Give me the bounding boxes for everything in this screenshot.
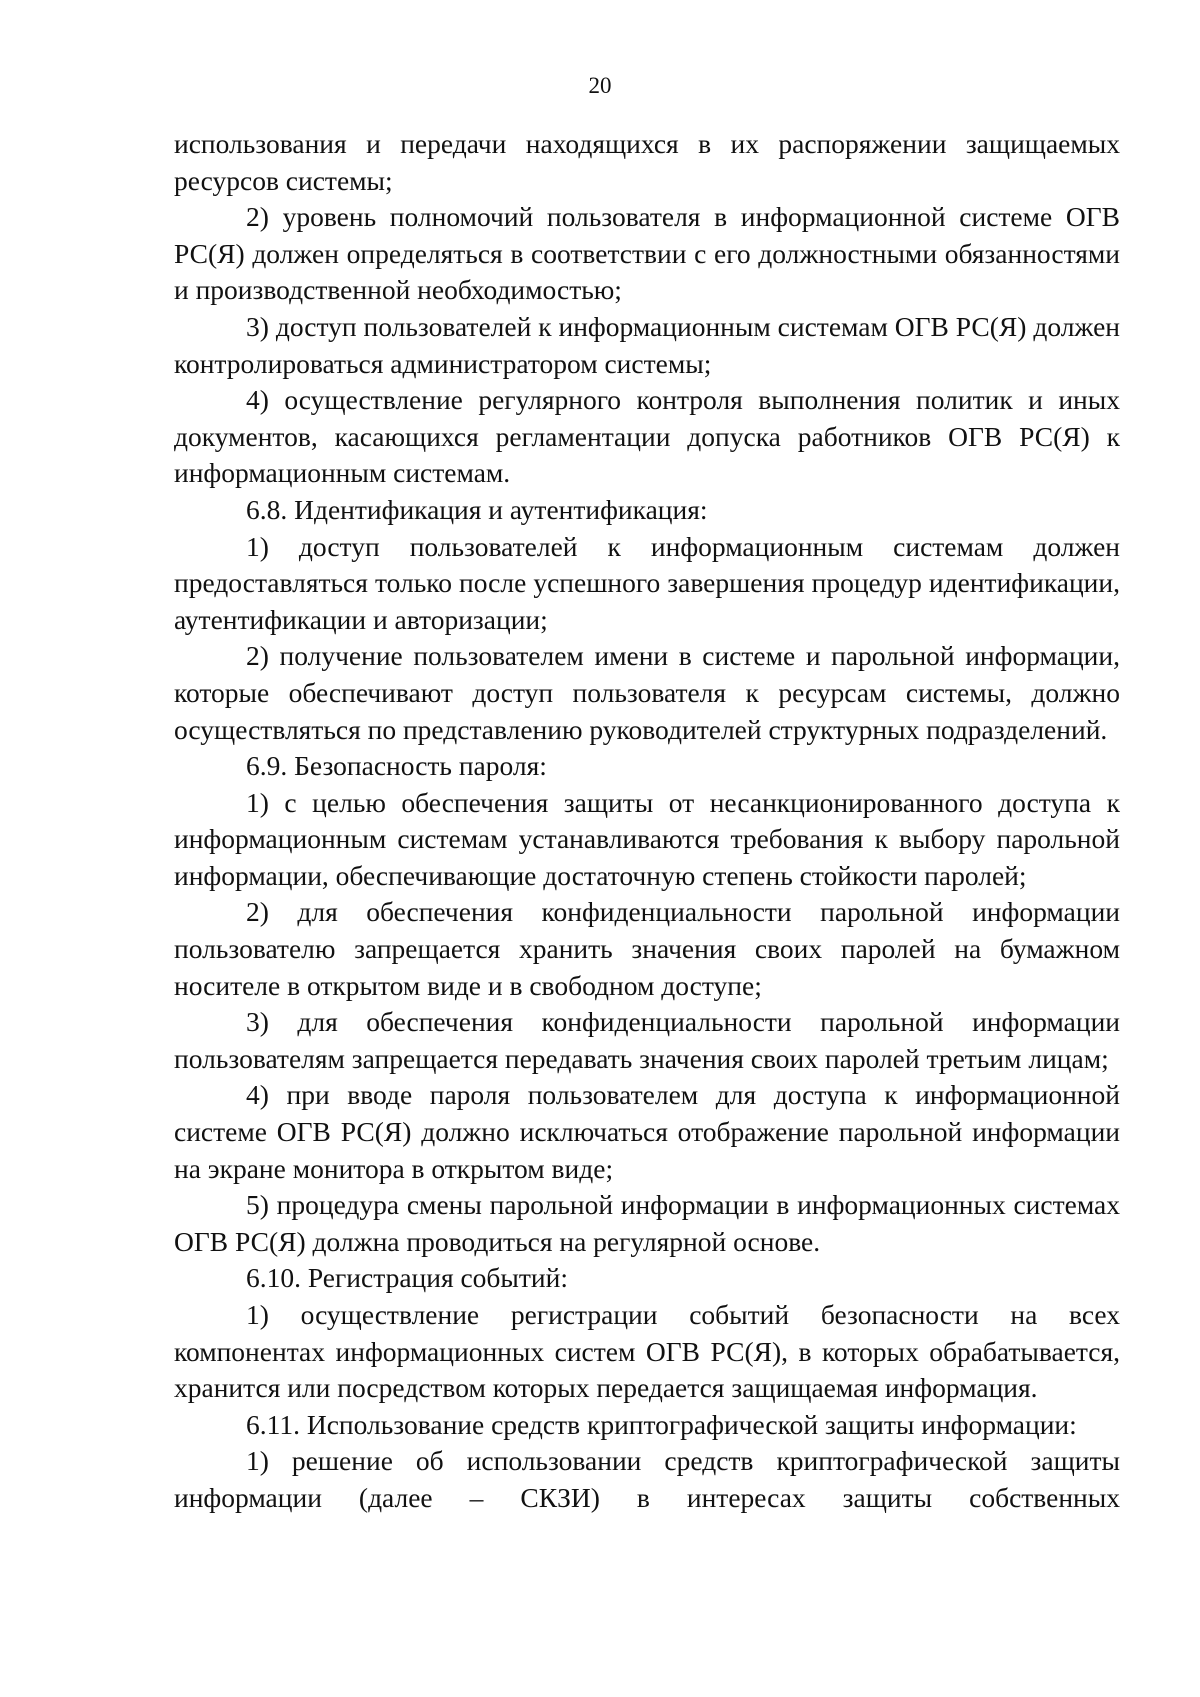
paragraph-6-8-item-2: 2) получение пользователем имени в системе и парольной информации, которые обеспечивают доступ пользователя к ресурсам системы, должно осуществляться по представлению руководителей структурных подразделений. <box>174 640 1120 745</box>
paragraph-6-8-item-1: 1) доступ пользователей к информационным системам должен предоставляться только после успешного завершения процедур идентификации, аутентификации и авторизации; <box>174 530 1120 635</box>
section-heading-6-10: 6.10. Регистрация событий: <box>246 1262 568 1294</box>
section-heading-6-8: 6.8. Идентификация и аутентификация: <box>246 493 708 525</box>
paragraph-6-9-item-3: 3) для обеспечения конфиденциальности парольной информации пользователям запрещается передавать значения своих паролей третьим лицам; <box>174 1006 1120 1074</box>
page-number: 20 <box>588 73 612 98</box>
paragraph-6-9-item-5: 5) процедура смены парольной информации в информационных системах ОГВ РС(Я) должна проводиться на регулярной основе. <box>174 1189 1120 1257</box>
paragraph-6-9-item-1: 1) с целью обеспечения защиты от несанкционированного доступа к информационным системам устанавливаются требования к выбору парольной информации, обеспечивающие достаточную степень стойкости паролей; <box>174 786 1120 891</box>
paragraph-continuation: использования и передачи находящихся в их распоряжении защищаемых ресурсов системы; <box>174 128 1120 196</box>
paragraph-item-4-policy-control: 4) осуществление регулярного контроля выполнения политик и иных документов, касающихся регламентации допуска работников ОГВ РС(Я) к информационным системам. <box>174 384 1120 489</box>
paragraph-item-3-access-control: 3) доступ пользователей к информационным системам ОГВ РС(Я) должен контролироваться администратором системы; <box>174 310 1120 379</box>
paragraph-6-9-item-4: 4) при вводе пароля пользователем для доступа к информационной системе ОГВ РС(Я) должно исключаться отображение парольной информации на экране монитора в открытом виде; <box>174 1079 1120 1184</box>
document-body <box>174 126 1120 1517</box>
paragraph-6-9-item-2: 2) для обеспечения конфиденциальности парольной информации пользователю запрещается хранить значения своих паролей на бумажном носителе в открытом виде и в свободном доступе; <box>174 896 1120 1001</box>
section-heading-6-11: 6.11. Использование средств криптографической защиты информации: <box>246 1408 1077 1440</box>
section-heading-6-9: 6.9. Безопасность пароля: <box>246 750 547 782</box>
paragraph-6-11-item-1: 1) решение об использовании средств криптографической защиты информации (далее – СКЗИ) в интересах защиты собственных <box>174 1445 1120 1513</box>
paragraph-item-2-user-authority: 2) уровень полномочий пользователя в информационной системе ОГВ РС(Я) должен определяться в соответствии с его должностными обязанностями и производственной необходимостью; <box>174 201 1120 306</box>
paragraph-6-10-item-1: 1) осуществление регистрации событий безопасности на всех компонентах информационных систем ОГВ РС(Я), в которых обрабатывается, хранится или посредством которых передается защищаемая информация. <box>174 1299 1120 1404</box>
